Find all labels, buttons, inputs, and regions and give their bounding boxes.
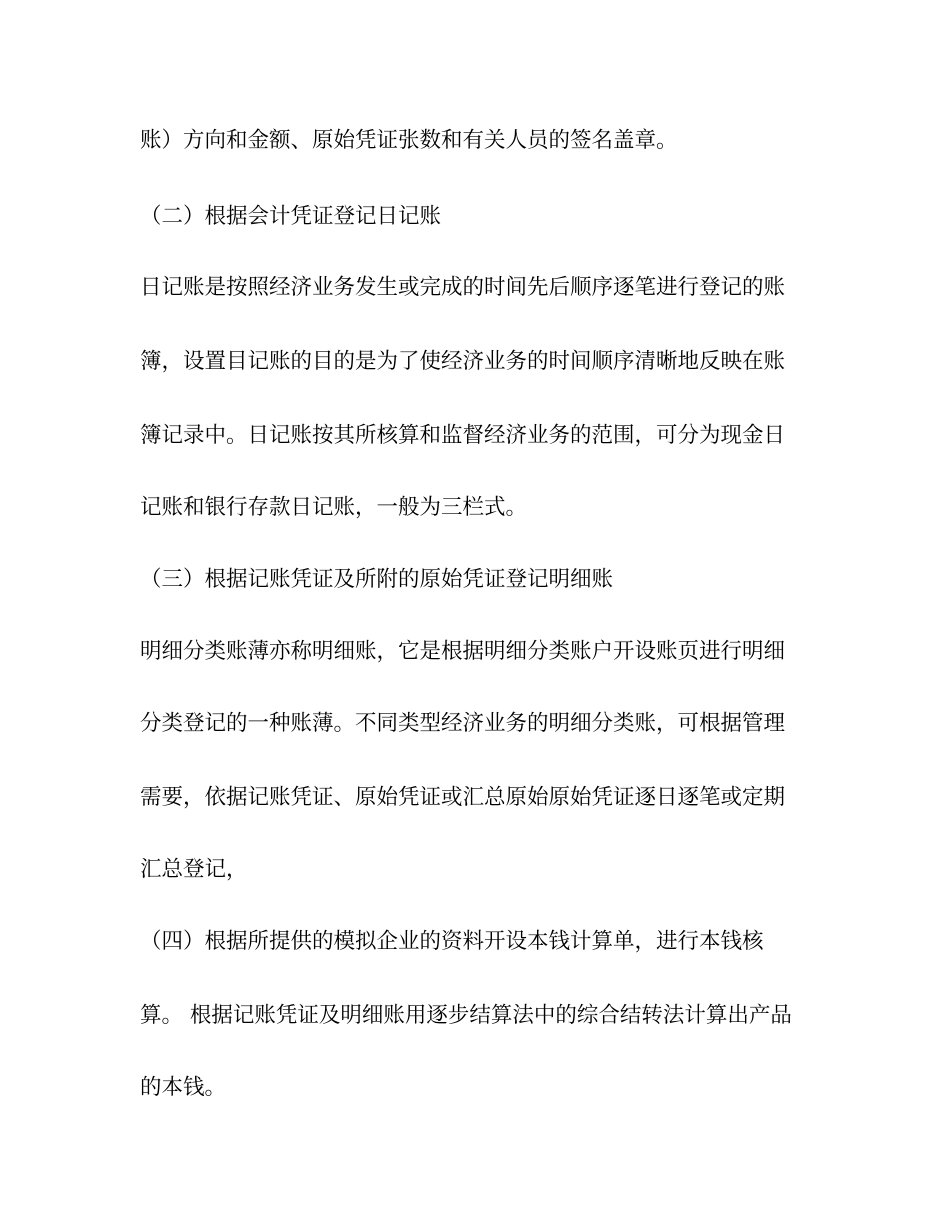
text-line: 日记账是按照经济业务发生或完成的时间先后顺序逐笔进行登记的账 <box>140 275 786 300</box>
text-line: 汇总登记， <box>140 857 248 882</box>
text-line: 账）方向和金额、原始凭证张数和有关人员的签名盖章。 <box>140 128 678 153</box>
section-heading-3: （三）根据记账凭证及所附的原始凭证登记明细账 <box>140 567 614 592</box>
section-heading-4: （四）根据所提供的模拟企业的资料开设本钱计算单，进行本钱核 <box>140 929 764 954</box>
text-line: 需要，依据记账凭证、原始凭证或汇总原始原始凭证逐日逐笔或定期 <box>140 785 786 810</box>
text-line: 分类登记的一种账薄。不同类型经济业务的明细分类账，可根据管理 <box>140 711 786 736</box>
text-line: 簿记录中。日记账按其所核算和监督经济业务的范围，可分为现金日 <box>140 423 786 448</box>
section-heading-2: （二）根据会计凭证登记日记账 <box>140 204 442 229</box>
text-line: 明细分类账薄亦称明细账，它是根据明细分类账户开设账页进行明细 <box>140 639 786 664</box>
text-line: 算。 根据记账凭证及明细账用逐步结算法中的综合结转法计算出产品 <box>140 1003 792 1028</box>
text-line: 的本钱。 <box>140 1075 227 1100</box>
text-line: 簿，设置目记账的目的是为了使经济业务的时间顺序清晰地反映在账 <box>140 349 786 374</box>
text-line: 记账和银行存款日记账，一般为三栏式。 <box>140 495 528 520</box>
